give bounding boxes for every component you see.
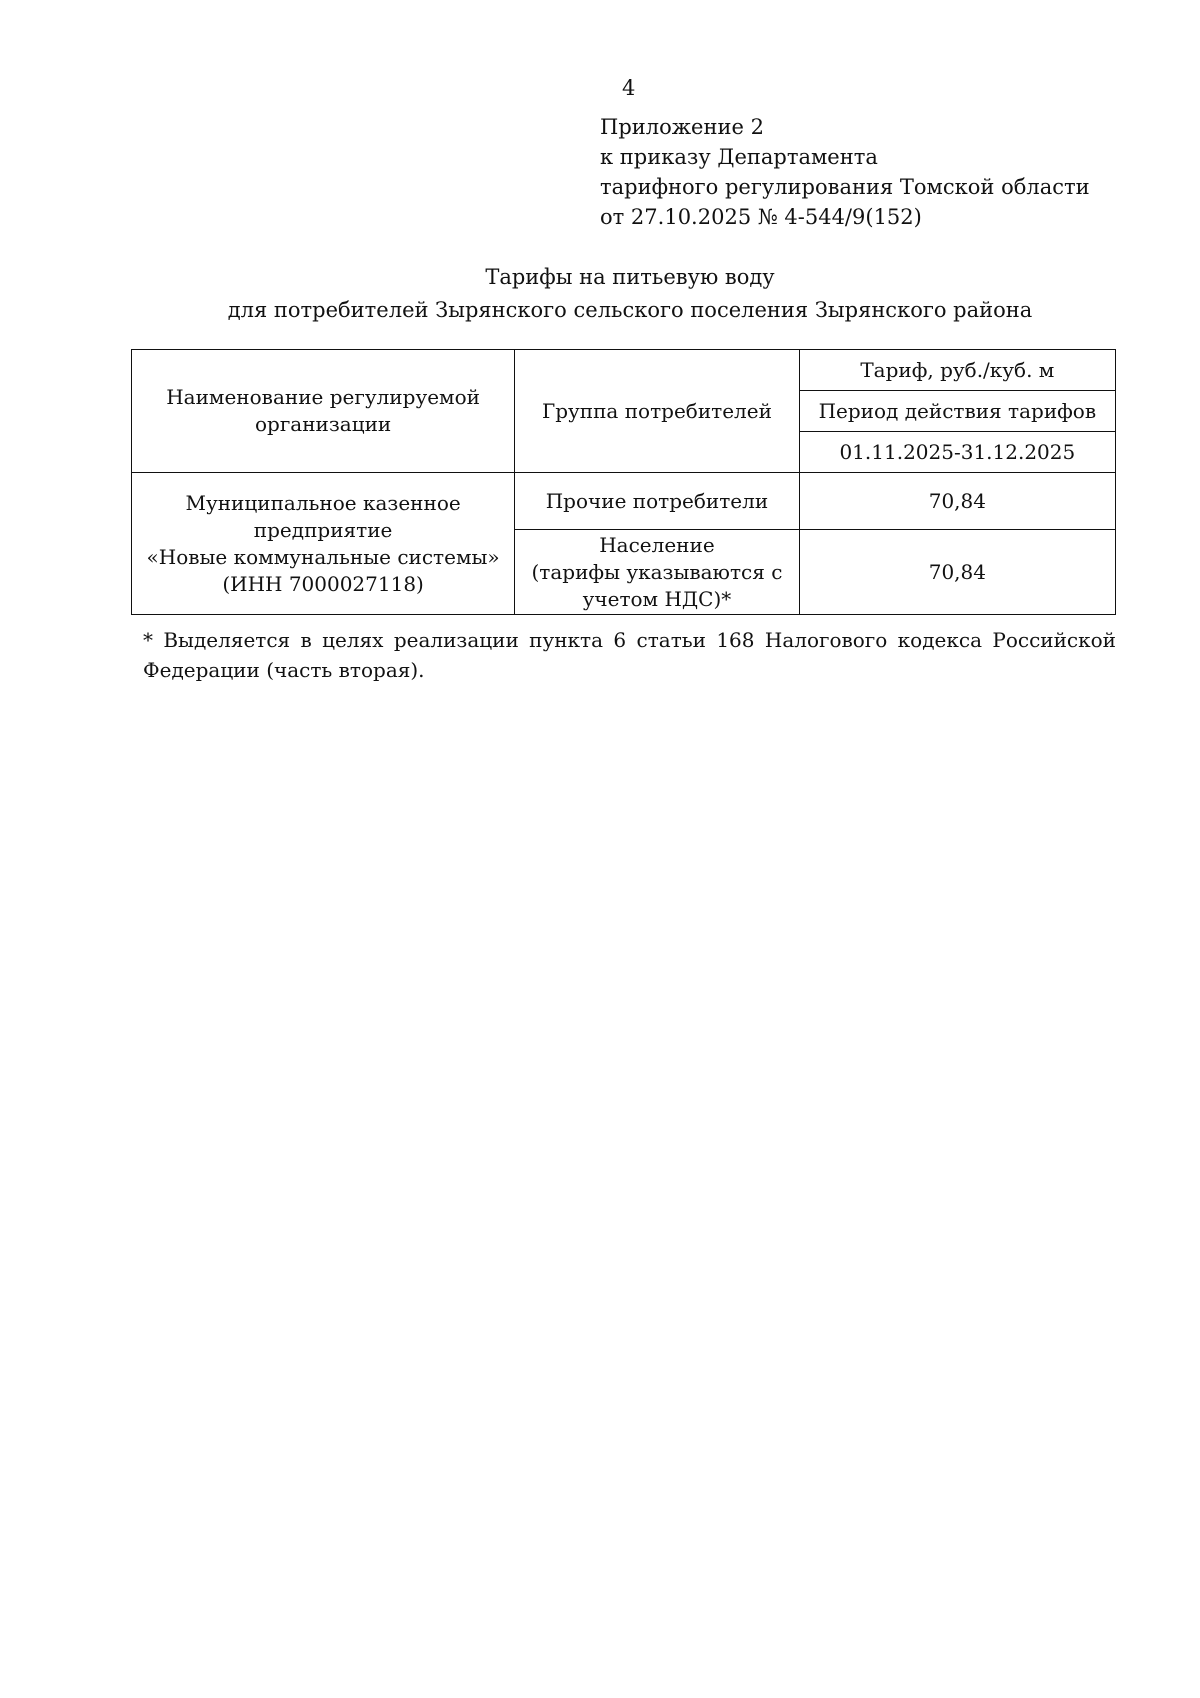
organization-cell xyxy=(132,473,515,615)
header-consumer-group: Группа потребителей xyxy=(515,350,800,473)
organization-line: «Новые коммунальные системы» xyxy=(146,544,500,569)
consumer-group-cell: Прочие потребители xyxy=(515,473,800,530)
appendix-line: к приказу Департамента xyxy=(600,145,878,169)
tariff-value-cell: 70,84 xyxy=(799,473,1115,530)
header-period: 01.11.2025-31.12.2025 xyxy=(799,432,1115,473)
consumer-group-line: Население xyxy=(599,532,715,557)
title-line: Тарифы на питьевую воду xyxy=(485,265,775,289)
organization-line: (ИНН 7000027118) xyxy=(222,571,424,596)
appendix-line: от 27.10.2025 № 4-544/9(152) xyxy=(600,205,922,229)
header-tariff-unit: Тариф, руб./куб. м xyxy=(799,350,1115,391)
header-period-label: Период действия тарифов xyxy=(799,391,1115,432)
organization-line: Муниципальное казенное xyxy=(185,490,461,515)
consumer-group-line: учетом НДС)* xyxy=(582,586,732,611)
page-number: 4 xyxy=(622,76,636,100)
organization-line: предприятие xyxy=(253,517,393,542)
consumer-group-line: (тарифы указываются с xyxy=(531,559,783,584)
header-organization: Наименование регулируемой организации xyxy=(132,350,515,473)
appendix-line: тарифного регулирования Томской области xyxy=(600,175,1090,199)
table-header-row xyxy=(132,350,1116,391)
appendix-line: Приложение 2 xyxy=(600,115,764,139)
document-title xyxy=(0,261,1200,327)
consumer-group-cell xyxy=(515,530,800,615)
footnote: * Выделяется в целях реализации пункта 6 статьи 168 Налогового кодекса Российской Федерации (часть вторая). xyxy=(143,628,1116,682)
table-row xyxy=(132,473,1116,530)
appendix-header xyxy=(600,112,1090,232)
tariff-table xyxy=(131,349,1116,615)
title-line: для потребителей Зырянского сельского поселения Зырянского района xyxy=(227,298,1033,322)
tariff-value-cell: 70,84 xyxy=(799,530,1115,615)
